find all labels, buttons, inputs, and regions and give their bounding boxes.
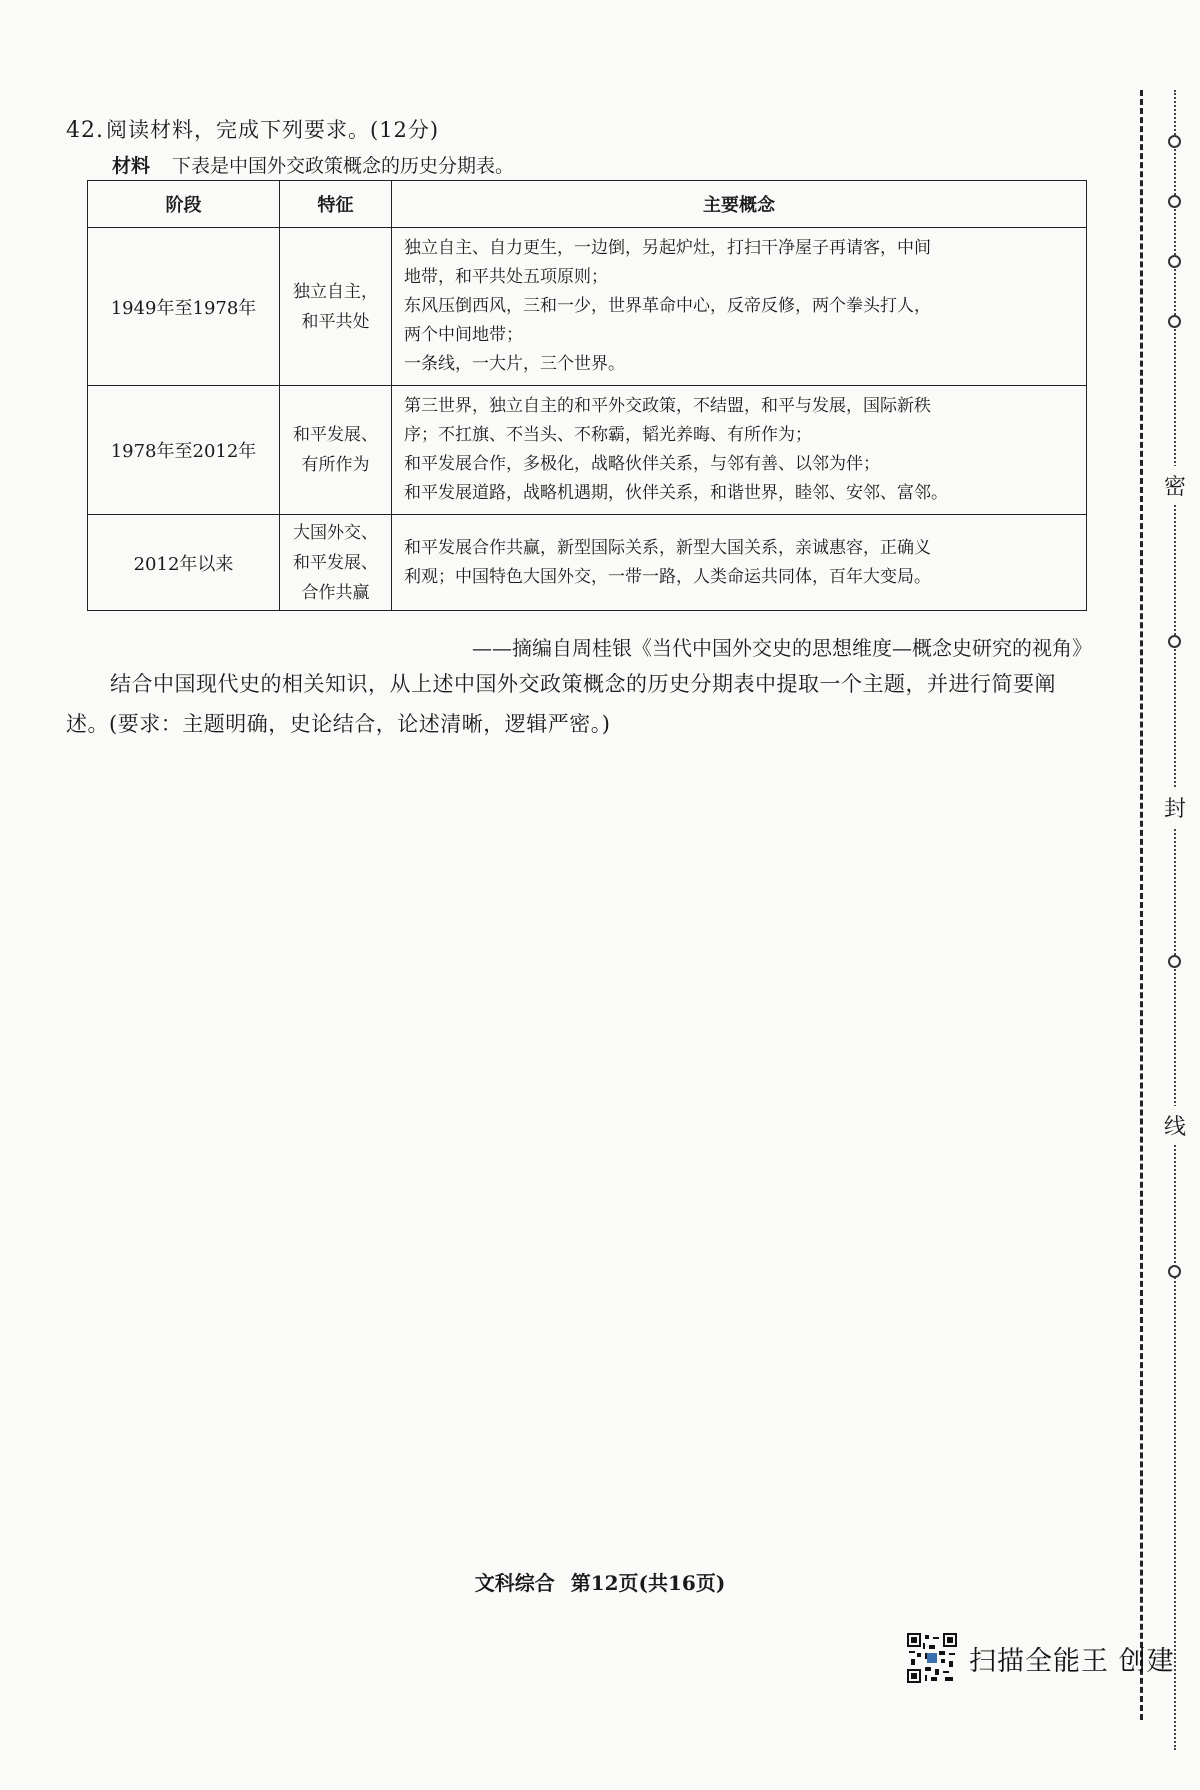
binding-hole-icon — [1168, 195, 1181, 208]
table-row — [88, 515, 1087, 611]
footer-page-number: 第12页(共16页) — [570, 1571, 726, 1595]
concepts-cell — [392, 515, 1087, 611]
material-label: 材料 — [112, 155, 151, 177]
material-intro-line — [112, 151, 514, 178]
concept-line: 和平发展合作，多极化，战略伙伴关系，与邻有善、以邻为伴； — [404, 454, 880, 474]
table-row — [88, 386, 1087, 515]
binding-hole-icon — [1168, 135, 1181, 148]
binding-hole-icon — [1168, 315, 1181, 328]
binding-dotted-line — [1174, 90, 1176, 1750]
watermark-text: 扫描全能王 创建 — [969, 1645, 1175, 1677]
stage-cell: 1978年至2012年 — [88, 386, 280, 515]
page-footer — [0, 1567, 1200, 1596]
concept-line: 东风压倒西风，三和一少，世界革命中心，反帝反修，两个拳头打人， — [404, 296, 931, 316]
concept-line: 和平发展道路，战略机遇期，伙伴关系，和谐世界，睦邻、安邻、富邻。 — [404, 483, 948, 503]
binding-hole-icon — [1168, 955, 1181, 968]
feature-line: 和平共处 — [301, 311, 370, 332]
header-concepts: 主要概念 — [392, 181, 1087, 228]
binding-dashed-line — [1140, 90, 1143, 1720]
binding-hole-icon — [1168, 255, 1181, 268]
concept-line: 第三世界，独立自主的和平外交政策，不结盟，和平与发展，国际新秩 — [404, 396, 931, 416]
feature-line: 和平发展、 — [293, 425, 378, 445]
feature-cell — [280, 515, 392, 611]
feature-line: 合作共赢 — [301, 582, 370, 603]
concept-line: 利观；中国特色大国外交，一带一路，人类命运共同体，百年大变局。 — [404, 566, 931, 587]
history-period-table — [87, 180, 1087, 611]
concept-line: 独立自主、自力更生，一边倒，另起炉灶，打扫干净屋子再请客，中间 — [404, 238, 931, 258]
header-feature: 特征 — [280, 181, 392, 228]
feature-line: 独立自主， — [293, 281, 378, 302]
binding-hole-icon — [1168, 1265, 1181, 1278]
material-intro: 下表是中国外交政策概念的历史分期表。 — [172, 155, 515, 177]
binding-char-feng: 封 — [1164, 788, 1186, 827]
feature-line: 和平发展、 — [293, 552, 378, 573]
feature-line: 大国外交、 — [293, 522, 378, 543]
scanner-watermark — [907, 1633, 1175, 1683]
stage-cell: 1949年至1978年 — [88, 228, 280, 386]
source-citation: ——摘编自周桂银《当代中国外交史的思想维度—概念史研究的视角》 — [472, 636, 1092, 660]
binding-char-xian: 线 — [1164, 1106, 1186, 1145]
stage-cell: 2012年以来 — [88, 515, 280, 611]
feature-cell — [280, 386, 392, 515]
qr-code-icon — [907, 1633, 957, 1683]
question-title — [66, 114, 439, 144]
footer-subject: 文科综合 — [474, 1571, 555, 1595]
concepts-cell — [392, 228, 1087, 386]
binding-line — [1140, 90, 1200, 1790]
feature-line: 有所作为 — [301, 455, 370, 475]
table-header-row — [88, 181, 1087, 228]
concept-line: 和平发展合作共赢，新型国际关系，新型大国关系，亲诚惠容，正确义 — [404, 537, 931, 558]
binding-char-mi: 密 — [1164, 466, 1186, 505]
question-instruction: 结合中国现代史的相关知识，从上述中国外交政策概念的历史分期表中提取一个主题，并进行简要阐述。(要求：主题明确，史论结合，论述清晰，逻辑严密。) — [66, 672, 1056, 736]
question-prompt: 阅读材料，完成下列要求。(12分) — [106, 118, 440, 142]
concepts-cell — [392, 386, 1087, 515]
concept-line: 一条线，一大片，三个世界。 — [404, 354, 625, 374]
concept-line: 地带，和平共处五项原则； — [404, 267, 608, 287]
concept-line: 两个中间地带； — [404, 325, 523, 345]
binding-hole-icon — [1168, 635, 1181, 648]
concept-line: 序；不扛旗、不当头、不称霸，韬光养晦、有所作为； — [404, 425, 812, 445]
header-stage: 阶段 — [88, 181, 280, 228]
question-number: 42. — [66, 118, 104, 143]
table-row — [88, 228, 1087, 386]
feature-cell — [280, 228, 392, 386]
